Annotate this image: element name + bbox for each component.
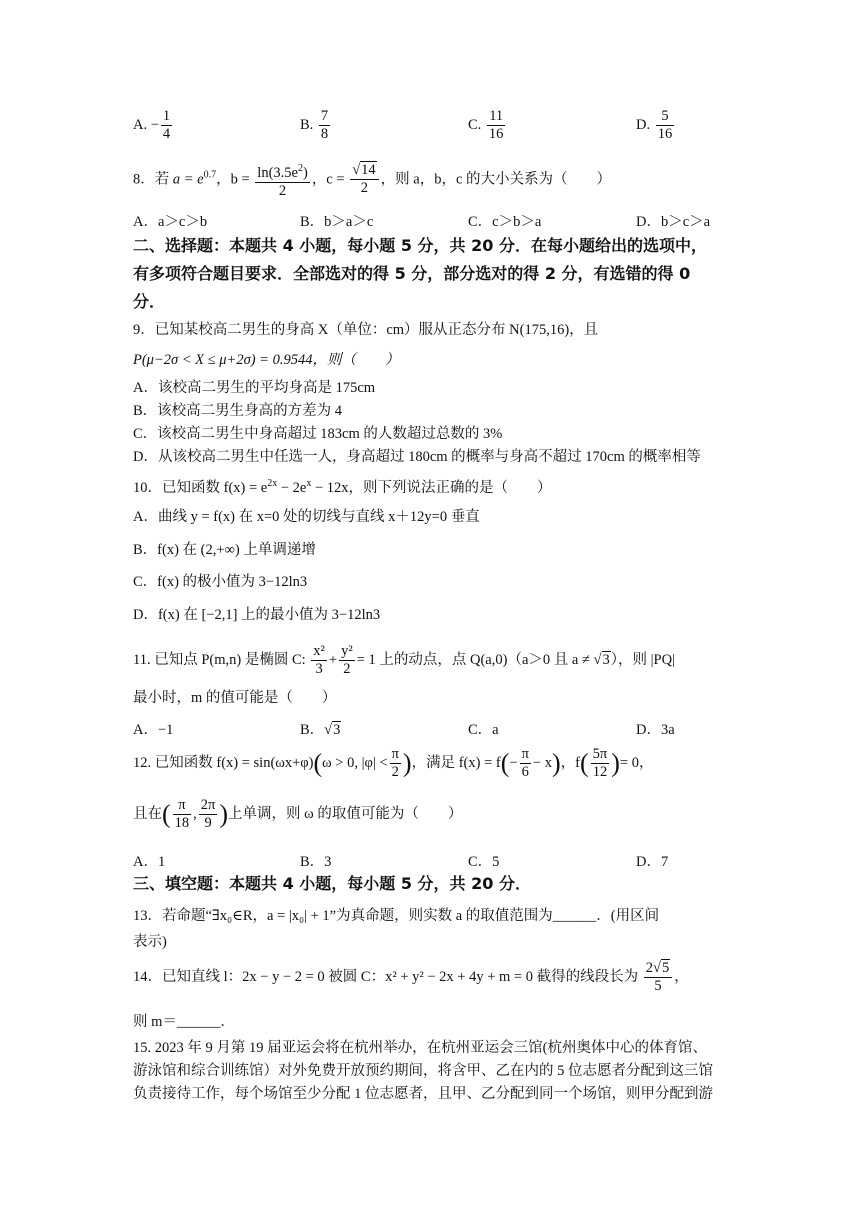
q7-option-b: B. $\frac{7}{8}$ xyxy=(300,108,329,142)
section2-heading-line2: 有多项符合题目要求．全部选对的得 5 分，部分选对的得 2 分，有选错的得 0 xyxy=(133,264,691,283)
q8-option-c: C．c＞b＞a xyxy=(468,214,542,230)
section3-heading: 三、填空题：本题共 4 小题，每小题 5 分，共 20 分． xyxy=(133,874,531,893)
q11-stem-line2: 最小时，m 的值可能是（ ） xyxy=(133,690,337,706)
q7-option-d: D. $\frac{5}{16}$ xyxy=(636,108,673,142)
q10-stem: 10．已知函数 $f(x) = e^{2x} - 2e^x - 12x$，则下列说法正确的是（ ） xyxy=(133,478,552,496)
q12-option-c: C．5 xyxy=(468,854,500,870)
q15-stem-line2: 游泳馆和综合训练馆）对外免费开放预约期间，将含甲、乙在内的 5 位志愿者分配到这三馆 xyxy=(133,1063,713,1079)
q10-option-b: B．f(x) 在 (2,+∞) 上单调递增 xyxy=(133,542,316,558)
q7-option-a: A. − $\frac{1}{4}$ xyxy=(133,108,171,142)
q12-option-d: D．7 xyxy=(636,854,669,870)
q12-option-a: A．1 xyxy=(133,854,166,870)
q8-option-d: D．b＞c＞a xyxy=(636,214,711,230)
q9-option-d: D．从该校高二男生中任选一人，身高超过 180cm 的概率与身高不超过 170cm 的概率相等 xyxy=(133,449,701,465)
q9-option-a: A．该校高二男生的平均身高是 175cm xyxy=(133,380,376,396)
q9-option-b: B．该校高二男生身高的方差为 4 xyxy=(133,403,343,419)
q14-stem-line2: 则 m＝______． xyxy=(133,1014,235,1030)
q11-option-d: D．3a xyxy=(636,722,675,738)
q12-stem: 12. 已知函数 f(x) = sin(ωx+φ)(ω > 0, |φ| < $\frac{\pi}{2}$ )，满足 f(x) = f(− $\frac{\pi}{6}$ − x)，f( $\frac{5\pi}{12}$ )= 0， xyxy=(133,746,654,780)
q10-option-d: D．f(x) 在 [−2,1] 上的最小值为 3−12ln3 xyxy=(133,607,381,623)
q14-stem: 14．已知直线 l：2x − y − 2 = 0 被圆 C：x² + y² − 2x + 4y + m = 0 截得的线段长为 $\frac{2√5}{5}$ ， xyxy=(133,960,689,994)
q11-stem: 11. 已知点 P(m,n) 是椭圆 C: $\frac{\text{x²}}{3}$ + $\frac{\text{y²}}{2}$ = 1 上的动点，点 Q(a,0)（a＞0 且 a ≠ √3），则 |PQ| xyxy=(133,643,675,677)
q11-option-a: A．−1 xyxy=(133,722,174,738)
q8-option-b: B．b＞a＞c xyxy=(300,214,374,230)
q8-option-a: A．a＞c＞b xyxy=(133,214,208,230)
q9-stem-line2: P(μ−2σ < X ≤ μ+2σ) = 0.9544，则（ ） xyxy=(133,352,400,368)
section2-heading-line3: 分． xyxy=(133,292,166,311)
q10-option-c: C．f(x) 的极小值为 3−12ln3 xyxy=(133,574,308,590)
q13-stem-line2: 表示) xyxy=(133,934,167,950)
q15-stem-line1: 15. 2023 年 9 月第 19 届亚运会将在杭州举办，在杭州亚运会三馆(杭州奥体中心的体育馆、 xyxy=(133,1040,707,1056)
q13-stem-line1: 13．若命题“∃x₀∈R，a = |x₀| + 1”为真命题，则实数 a 的取值范围为______．(用区间 xyxy=(133,908,660,924)
q9-option-c: C．该校高二男生中身高超过 183cm 的人数超过总数的 3% xyxy=(133,426,503,442)
q9-stem-line1: 9．已知某校高二男生的身高 X（单位：cm）服从正态分布 N(175,16)，且 xyxy=(133,322,599,338)
q12-stem-line2: 且在( $\frac{\pi}{18}$ , $\frac{2\pi}{9}$ )上单调，则 ω 的取值可能为（ ） xyxy=(133,797,463,831)
q11-option-c: C．a xyxy=(468,722,499,738)
section2-heading-line1: 二、选择题：本题共 4 小题，每小题 5 分，共 20 分．在每小题给出的选项中， xyxy=(133,236,707,255)
q12-option-b: B．3 xyxy=(300,854,332,870)
q8-stem: 8．若 $a = e^{0.7}$，b = $\frac{\ln(3.5e^2)}{2}$ ，c = $\frac{√14}{2}$ ，则 a，b，c 的大小关系为（ ） xyxy=(133,162,612,199)
q11-option-b: B．√3 xyxy=(300,722,341,738)
q10-option-a: A．曲线 y = f(x) 在 x=0 处的切线与直线 x＋12y=0 垂直 xyxy=(133,509,480,525)
q7-option-c: C. $\frac{11}{16}$ xyxy=(468,108,504,142)
q15-stem-line3: 负责接待工作，每个场馆至少分配 1 位志愿者，且甲、乙分配到同一个场馆，则甲分配到游 xyxy=(133,1086,713,1102)
